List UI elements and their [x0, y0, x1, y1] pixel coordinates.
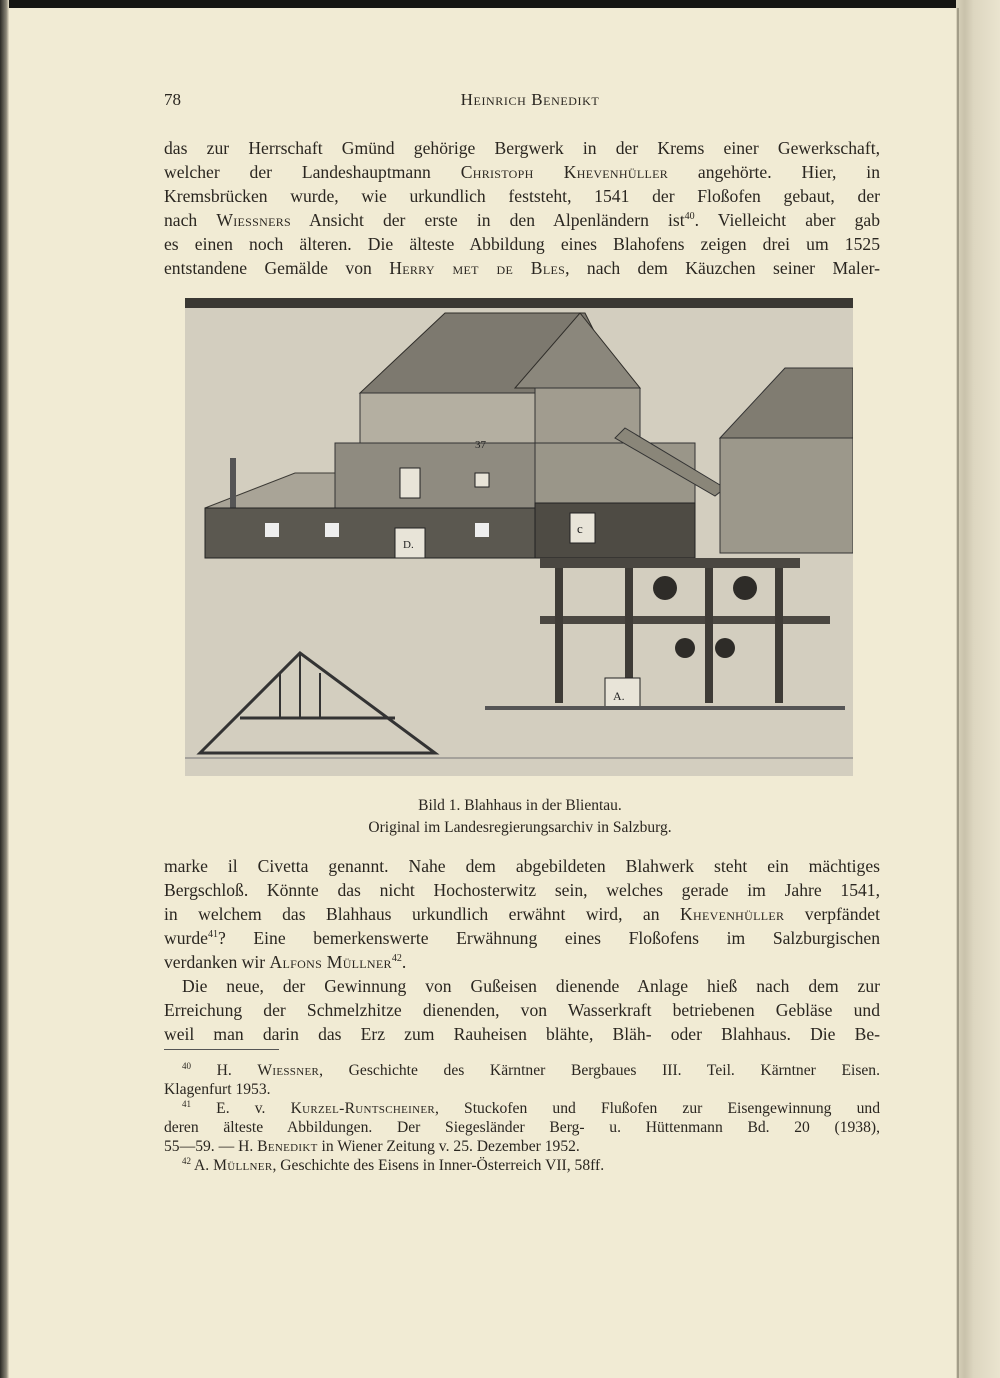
text: das zur Herrschaft Gmünd gehörige Bergwerk in der Krems einer Gewerkschaft, [164, 138, 880, 158]
figure-blahhaus-drawing [185, 298, 853, 776]
text: Bergschloß. Könnte das nicht Hochosterwitz sein, welches gerade im Jahre 1541, [164, 880, 880, 900]
text-line [164, 209, 880, 231]
text: marke il Civetta genannt. Nahe dem abgebildeten Blahwerk steht ein mächtiges [164, 856, 880, 876]
text: Kremsbrücken wurde, wie urkundlich feststeht, 1541 der Floßofen gebaut, der [164, 186, 880, 206]
text: 55—59. — H. [164, 1138, 258, 1155]
text-line [164, 903, 880, 925]
text: , nach dem Käuzchen seiner Maler- [565, 258, 880, 278]
text: verdanken wir [164, 952, 270, 972]
page-gutter-line [957, 8, 959, 1378]
footnote-42 [182, 1156, 880, 1175]
person-name: Khevenhüller [680, 904, 785, 924]
text-line [164, 233, 880, 255]
footnote-40-cont [164, 1080, 880, 1099]
scan-left-edge [0, 0, 9, 1378]
text: es einen noch älteren. Die älteste Abbildung eines Blahofens zeigen drei um 1525 [164, 234, 880, 254]
text: weil man darin das Erz zum Rauheisen blähte, Bläh- oder Blahhaus. Die Be- [164, 1024, 880, 1044]
text: welcher der Landeshauptmann [164, 162, 461, 182]
person-name: Herry met de Bles [389, 258, 566, 278]
text: Ansicht der erste in den Alpenländern ist [290, 210, 685, 230]
person-name: Wiessner [257, 1062, 320, 1079]
text-line [164, 951, 880, 973]
text: verpfändet [784, 904, 881, 924]
person-name: Benedikt [257, 1138, 318, 1155]
figure-label: D. [403, 539, 414, 551]
text: , Stuckofen und Flußofen zur Eisengewinnung und [434, 1100, 880, 1117]
scan-right-edge [956, 0, 1000, 1378]
person-name: Alfons Müllner [269, 952, 392, 972]
text: Die neue, der Gewinnung von Gußeisen dienende Anlage hieß nach dem zur [182, 976, 880, 996]
text-line [164, 185, 880, 207]
text: wurde [164, 928, 208, 948]
text: in welchem das Blahhaus urkundlich erwähnt wird, an [164, 904, 681, 924]
footnote-number: 40 [182, 1061, 191, 1071]
text-line [164, 855, 880, 877]
footnote-separator [164, 1049, 279, 1050]
text-line [164, 1023, 880, 1045]
text: A. [194, 1157, 214, 1174]
footnote-40 [182, 1061, 880, 1080]
text-line [164, 999, 880, 1021]
blahhaus-illustration [185, 298, 853, 776]
footnote-number: 42 [182, 1156, 191, 1166]
text: entstandene Gemälde von [164, 258, 390, 278]
figure-caption-source: Original im Landesregierungsarchiv in Salzburg. [368, 819, 672, 836]
text-line [182, 975, 880, 997]
text: angehörte. Hier, in [668, 162, 880, 182]
text: . [401, 952, 407, 972]
figure-label: 37 [475, 439, 486, 451]
footnote-ref[interactable]: 42 [391, 953, 402, 964]
person-name: Wiessners [216, 210, 291, 230]
text: . Vielleicht aber gab [694, 210, 880, 230]
figure-caption-title: Bild 1. Blahhaus in der Blientau. [418, 797, 622, 814]
person-name: Müllner [213, 1157, 273, 1174]
text: nach [164, 210, 217, 230]
text: Erreichung der Schmelzhitze dienenden, von Wasserkraft betriebenen Gebläse und [164, 1000, 880, 1020]
footnote-41-cont [164, 1137, 880, 1156]
text: , Geschichte des Eisens in Inner-Österreich VII, 58ff. [272, 1157, 605, 1174]
footnote-ref[interactable]: 40 [684, 211, 695, 222]
text-line [164, 161, 880, 183]
text: deren älteste Abbildungen. Der Siegesländer Berg- u. Hüttenmann Bd. 20 (1938), [164, 1119, 880, 1136]
footnote-41-cont [164, 1118, 880, 1137]
text: E. v. [216, 1100, 291, 1117]
footnote-41 [182, 1099, 880, 1118]
figure-label: c [577, 521, 583, 536]
text-line [164, 879, 880, 901]
text: ? Eine bemerkenswerte Erwähnung eines Floßofens im Salzburgischen [217, 928, 880, 948]
person-name: Christoph Khevenhüller [460, 162, 669, 182]
text-line [164, 257, 880, 279]
page-number: 78 [164, 90, 181, 109]
figure-label: A. [613, 689, 625, 703]
footnote-ref[interactable]: 41 [207, 929, 218, 940]
text-line [164, 927, 880, 949]
person-name: Kurzel-Runtscheiner [290, 1100, 435, 1117]
text: H. [216, 1062, 258, 1079]
text: , Geschichte des Kärntner Bergbaues III. Teil. Kärntner Eisen. [319, 1062, 880, 1079]
text-line [164, 137, 880, 159]
scan-top-border [0, 0, 1000, 8]
footnote-number: 41 [182, 1099, 191, 1109]
running-head: Heinrich Benedikt [460, 90, 600, 109]
text: Klagenfurt 1953. [164, 1081, 271, 1098]
text: in Wiener Zeitung v. 25. Dezember 1952. [317, 1138, 580, 1155]
